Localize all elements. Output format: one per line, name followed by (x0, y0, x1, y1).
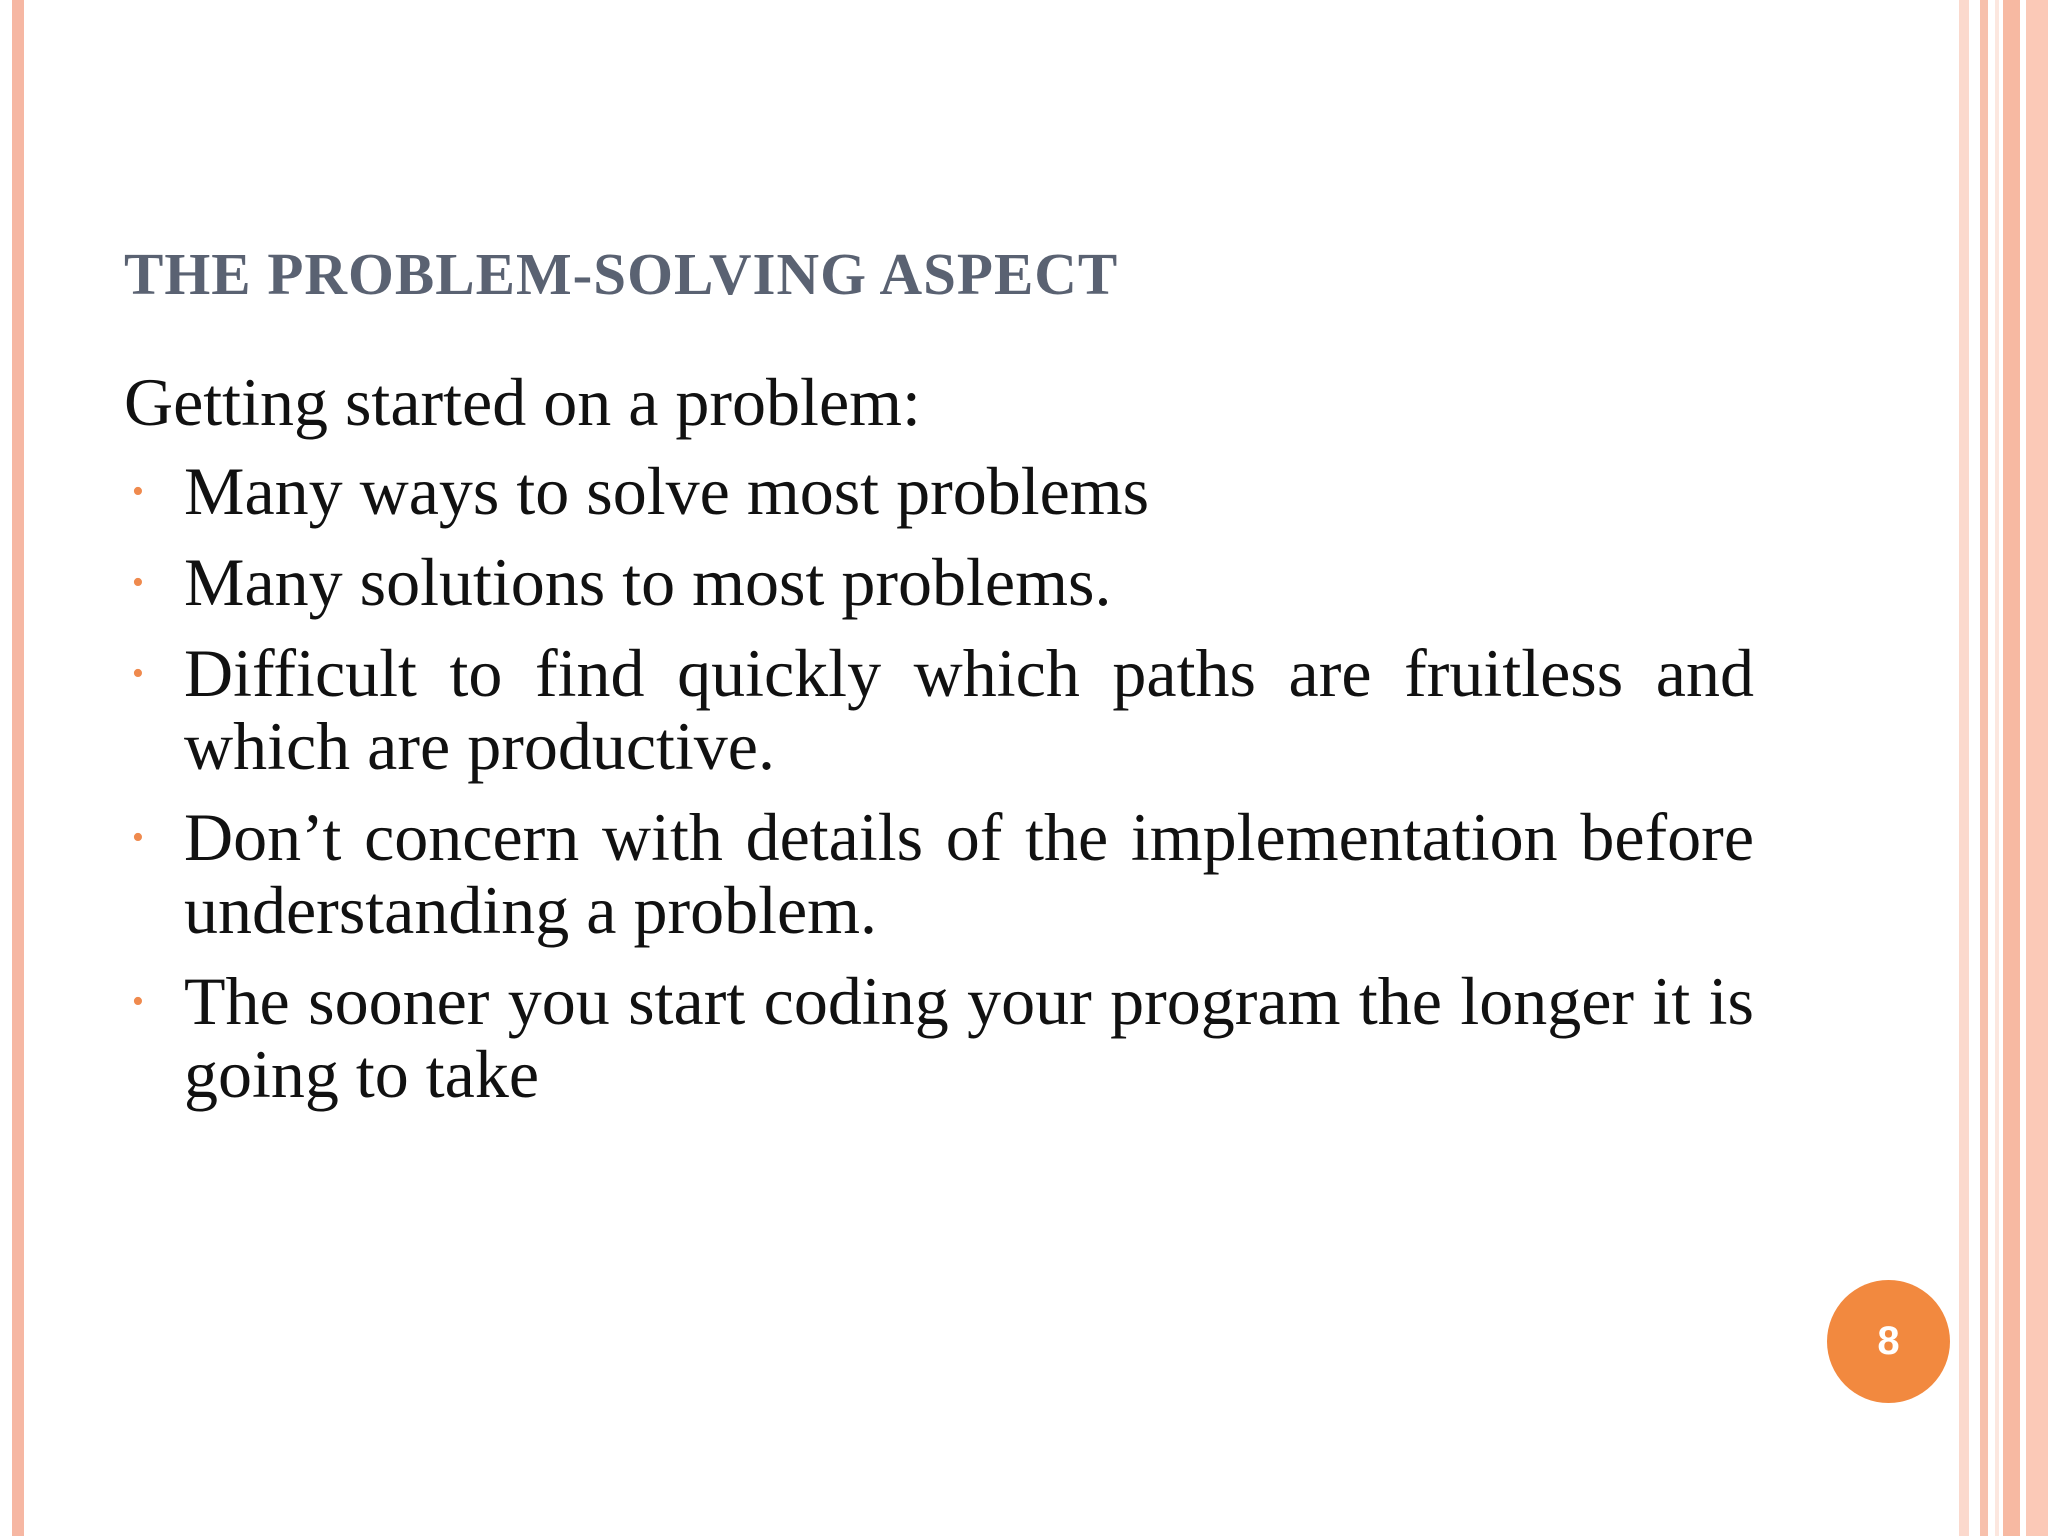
bullet-item (124, 801, 1754, 947)
bullet-dot-icon: • (132, 564, 144, 601)
right-border-stripe (1959, 0, 1969, 1536)
bullet-list (124, 455, 1754, 1129)
bullet-item (124, 637, 1754, 783)
bullet-dot-icon: • (132, 819, 144, 856)
bullet-item (124, 455, 1754, 528)
bullet-text: The sooner you start coding your program the longer it is going to take (184, 963, 1754, 1112)
right-border-stripe (1980, 0, 1988, 1536)
bullet-item (124, 965, 1754, 1111)
bullet-text: Difficult to find quickly which paths are fruitless and which are productive. (184, 635, 1754, 784)
bullet-text: Many ways to solve most problems (184, 453, 1150, 529)
bullet-text: Many solutions to most problems. (184, 544, 1112, 620)
bullet-item (124, 546, 1754, 619)
left-border-stripe (12, 0, 24, 1536)
right-border-stripe (1995, 0, 1999, 1536)
bullet-dot-icon: • (132, 983, 144, 1020)
bullet-dot-icon: • (132, 655, 144, 692)
right-border-stripe (2026, 0, 2048, 1536)
bullet-dot-icon: • (132, 473, 144, 510)
lead-text: Getting started on a problem: (124, 364, 921, 440)
slide-title: THE PROBLEM-SOLVING ASPECT (124, 241, 1119, 307)
right-border-stripe (2003, 0, 2020, 1536)
bullet-text: Don’t concern with details of the implementation before understanding a problem. (184, 799, 1754, 948)
page-number-badge: 8 (1827, 1280, 1950, 1403)
